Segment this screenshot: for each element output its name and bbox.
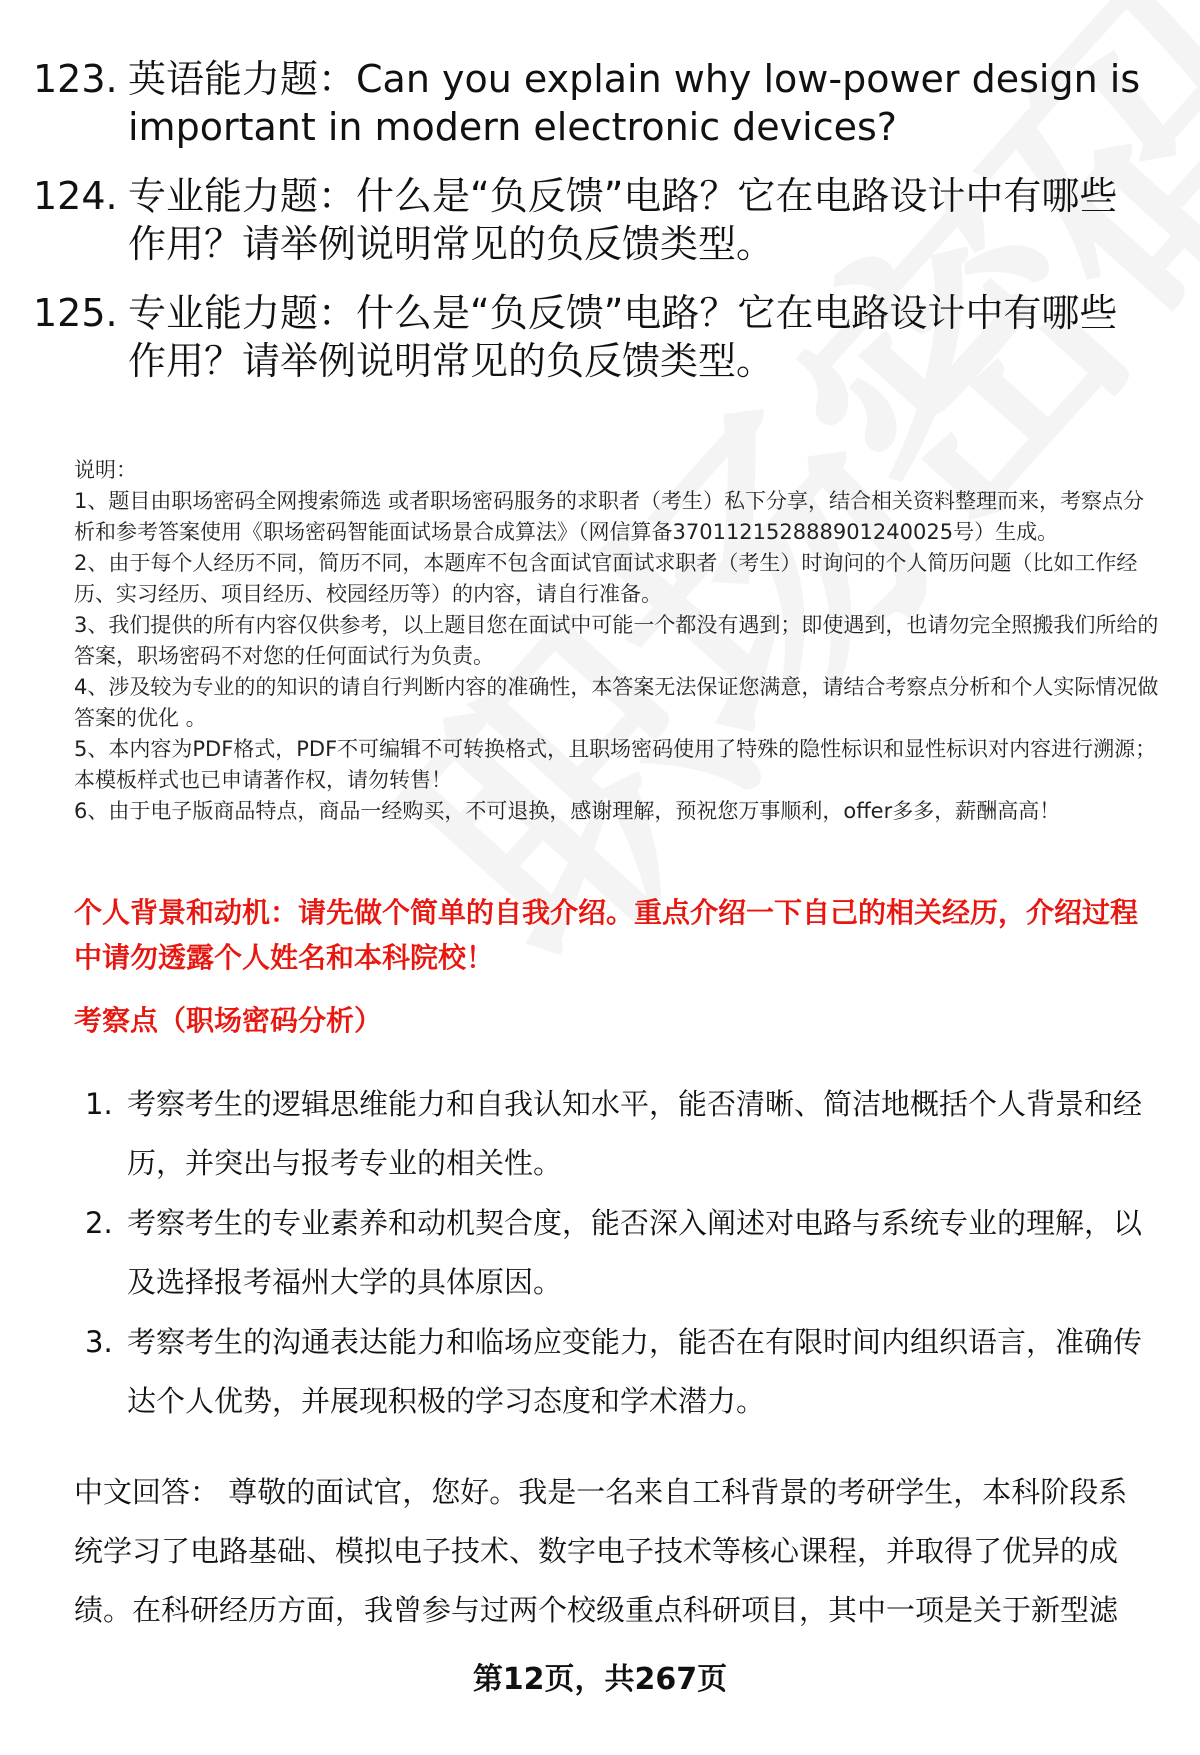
focus-point xyxy=(85,1075,1165,1193)
answer-text: 中文回答： 尊敬的面试官，您好。我是一名来自工科背景的考研学生，本科阶段系统学习了电路基础、模拟电子技术、数字电子技术等核心课程，并取得了优异的成绩。在科研经历方面，我曾参与过两个校级重点科研项目，其中一项是关于新型滤 xyxy=(74,1475,1128,1627)
question-text: 专业能力题：什么是“负反馈”电路？它在电路设计中有哪些作用？请举例说明常见的负反馈类型。 xyxy=(128,291,1118,383)
question-number: 124. xyxy=(33,174,118,218)
focus-point-number: 3. xyxy=(85,1325,113,1359)
question-number: 125. xyxy=(33,291,118,335)
note-item: 3、我们提供的所有内容仅供参考，以上题目您在面试中可能一个都没有遇到；即使遇到，也请勿完全照搬我们所给的答案，职场密码不对您的任何面试行为负责。 xyxy=(74,613,1159,668)
focus-point-text: 考察考生的沟通表达能力和临场应变能力，能否在有限时间内组织语言，准确传达个人优势，并展现积极的学习态度和学术潜力。 xyxy=(127,1325,1143,1418)
question-number: 123. xyxy=(33,57,118,101)
note-item: 6、由于电子版商品特点，商品一经购买，不可退换，感谢理解，预祝您万事顺利，offer多多，薪酬高高！ xyxy=(74,799,1061,823)
page-footer: 第12页，共267页 xyxy=(472,1662,728,1697)
notes-section xyxy=(74,455,1164,827)
note-item: 4、涉及较为专业的的知识的请自行判断内容的准确性，本答案无法保证您满意，请结合考察点分析和个人实际情况做答案的优化 。 xyxy=(74,675,1159,730)
focus-point-number: 2. xyxy=(85,1206,113,1240)
question-125 xyxy=(33,289,1153,385)
focus-point-number: 1. xyxy=(85,1087,113,1121)
focus-points-list xyxy=(85,1075,1165,1432)
question-text: 专业能力题：什么是“负反馈”电路？它在电路设计中有哪些作用？请举例说明常见的负反馈类型。 xyxy=(128,174,1118,266)
focus-point xyxy=(85,1194,1165,1312)
question-123 xyxy=(33,55,1153,151)
note-item: 1、题目由职场密码全网搜索筛选 或者职场密码服务的求职者（考生）私下分享，结合相关资料整理而来，考察点分析和参考答案使用《职场密码智能面试场景合成算法》（网信算备370112152888901240025号）生成。 xyxy=(74,489,1145,544)
note-item: 5、本内容为PDF格式，PDF不可编辑不可转换格式，且职场密码使用了特殊的隐性标识和显性标识对内容进行溯源；本模板样式也已申请著作权，请勿转售！ xyxy=(74,737,1157,792)
focus-point-text: 考察考生的逻辑思维能力和自我认知水平，能否清晰、简洁地概括个人背景和经历，并突出与报考专业的相关性。 xyxy=(127,1087,1143,1180)
question-text: 英语能力题：Can you explain why low-power design is important in modern electronic devices? xyxy=(128,57,1141,149)
note-item: 2、由于每个人经历不同，简历不同，本题库不包含面试官面试求职者（考生）时询问的个人简历问题（比如工作经历、实习经历、项目经历、校园经历等）的内容，请自行准备。 xyxy=(74,551,1138,606)
focus-point xyxy=(85,1313,1165,1431)
focus-point-text: 考察考生的专业素养和动机契合度，能否深入阐述对电路与系统专业的理解，以及选择报考福州大学的具体原因。 xyxy=(127,1206,1143,1299)
focus-heading: 考察点（职场密码分析） xyxy=(74,1004,383,1037)
background-heading: 个人背景和动机：请先做个简单的自我介绍。重点介绍一下自己的相关经历，介绍过程中请勿透露个人姓名和本科院校！ xyxy=(74,896,1139,974)
question-124 xyxy=(33,172,1153,268)
notes-title: 说明： xyxy=(74,458,137,482)
